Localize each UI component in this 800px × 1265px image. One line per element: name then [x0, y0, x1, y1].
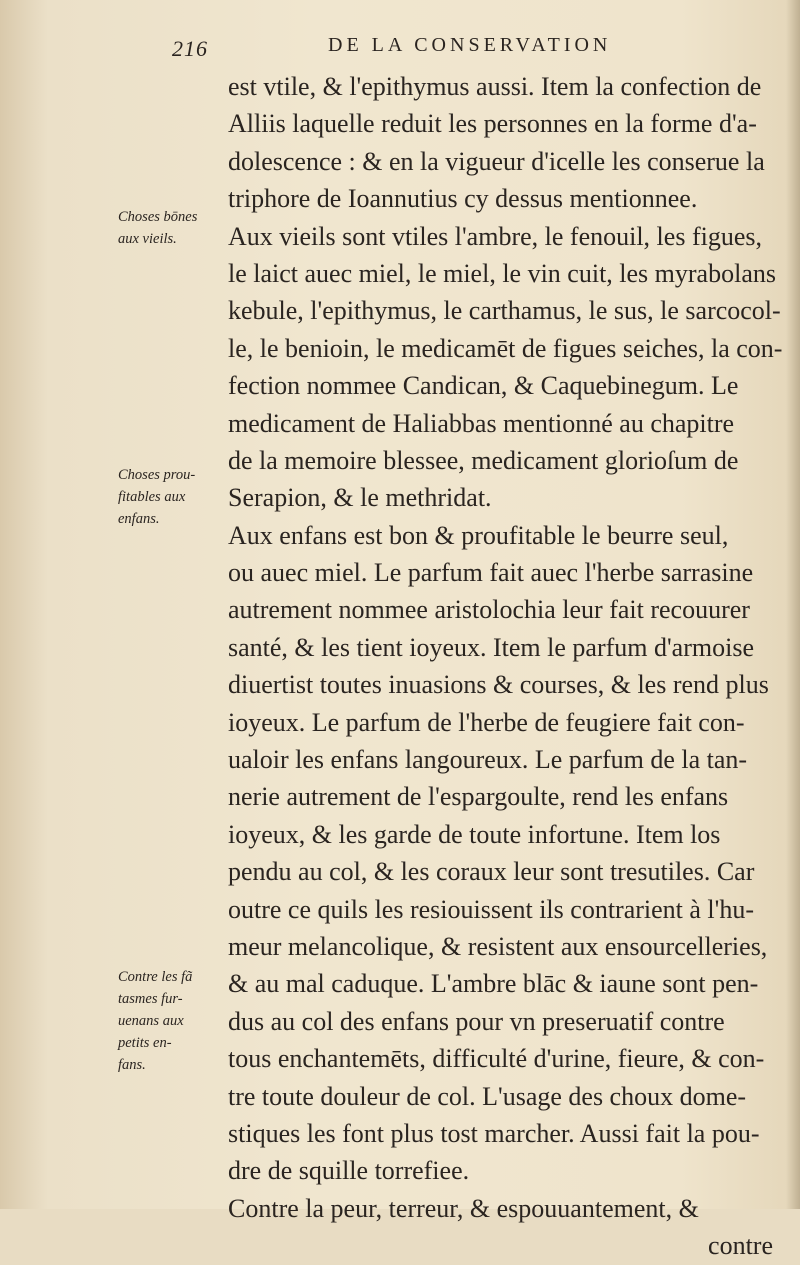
margin-note-fantasmes — [118, 966, 218, 1076]
text-line: tous enchantemēts, difficulté d'urine, fieure, & con- — [228, 1044, 765, 1074]
margin-note-line: petits en- — [118, 1035, 172, 1051]
text-line: fection nommee Candican, & Caquebinegum. Le — [228, 371, 739, 401]
margin-note-line: enfans. — [118, 511, 160, 527]
text-line: triphore de Ioannutius cy dessus mentionnee. — [228, 184, 698, 214]
text-line: dus au col des enfans pour vn preseruatif contre — [228, 1006, 725, 1036]
margin-note-enfans — [118, 464, 218, 530]
page-number: 216 — [172, 36, 208, 61]
text-line: dre de squille torrefiee. — [228, 1156, 470, 1186]
text-line: Alliis laquelle reduit les personnes en la forme d'a- — [228, 109, 757, 139]
running-head: DE LA CONSERVATION — [328, 34, 612, 56]
text-line: stiques les font plus tost marcher. Aussi fait la pou- — [228, 1118, 760, 1148]
text-line: le, le benioin, le medicamēt de figues seiches, la con- — [228, 333, 783, 363]
page-edge-shadow — [786, 0, 800, 1209]
text-line: santé, & les tient ioyeux. Item le parfum d'armoise — [228, 632, 754, 662]
margin-note-line: tasmes fur- — [118, 991, 183, 1007]
margin-note-line: fans. — [118, 1057, 146, 1073]
margin-note-line: aux vieils. — [118, 231, 177, 247]
text-line: autrement nommee aristolochia leur fait recouurer — [228, 595, 750, 625]
margin-note-line: fitables aux — [118, 489, 186, 505]
text-line: est vtile, & l'epithymus aussi. Item la confection de — [228, 72, 762, 101]
text-line: ualoir les enfans langoureux. Le parfum de la tan- — [228, 745, 748, 775]
text-line: Serapion, & le methridat. — [228, 483, 492, 513]
text-line: ioyeux, & les garde de toute infortune. Item los — [228, 819, 721, 849]
catchword: contre — [708, 1231, 773, 1261]
body-text — [228, 68, 783, 1265]
margin-note-line: Choses bōnes — [118, 209, 198, 225]
text-line: kebule, l'epithymus, le carthamus, le sus, le sarcocol- — [228, 296, 781, 326]
text-line: tre toute douleur de col. L'usage des choux dome- — [228, 1081, 747, 1111]
margin-note-line: Contre les fã — [118, 969, 193, 985]
text-line: Aux vieils sont vtiles l'ambre, le fenouil, les figues, — [228, 221, 762, 251]
text-line: nerie autrement de l'espargoulte, rend les enfans — [228, 782, 729, 812]
text-line: diuertist toutes inuasions & courses, & les rend plus — [228, 670, 769, 700]
text-line: outre ce quils les resiouissent ils contrarient à l'hu- — [228, 894, 754, 924]
margin-note-line: uenans aux — [118, 1013, 184, 1029]
margin-note-line: Choses prou- — [118, 467, 196, 483]
text-line: Aux enfans est bon & proufitable le beurre seul, — [228, 520, 729, 550]
text-line: medicament de Haliabbas mentionné au chapitre — [228, 408, 735, 438]
text-line: meur melancolique, & resistent aux ensourcelleries, — [228, 931, 768, 961]
text-line: dolescence : & en la vigueur d'icelle les conserue la — [228, 146, 765, 176]
margin-note-vieils — [118, 206, 218, 250]
text-line: & au mal caduque. L'ambre blāc & iaune sont pen- — [228, 969, 759, 999]
text-line: pendu au col, & les coraux leur sont tresutiles. Car — [228, 857, 755, 887]
text-line: ioyeux. Le parfum de l'herbe de feugiere fait con- — [228, 707, 745, 737]
text-line: le laict auec miel, le miel, le vin cuit, les myrabolans — [228, 258, 776, 288]
text-line: ou auec miel. Le parfum fait auec l'herbe sarrasine — [228, 558, 754, 588]
text-line: Contre la peur, terreur, & espouuantement, & — [228, 1193, 699, 1223]
text-line: de la memoire blessee, medicament glorioſum de — [228, 445, 739, 475]
